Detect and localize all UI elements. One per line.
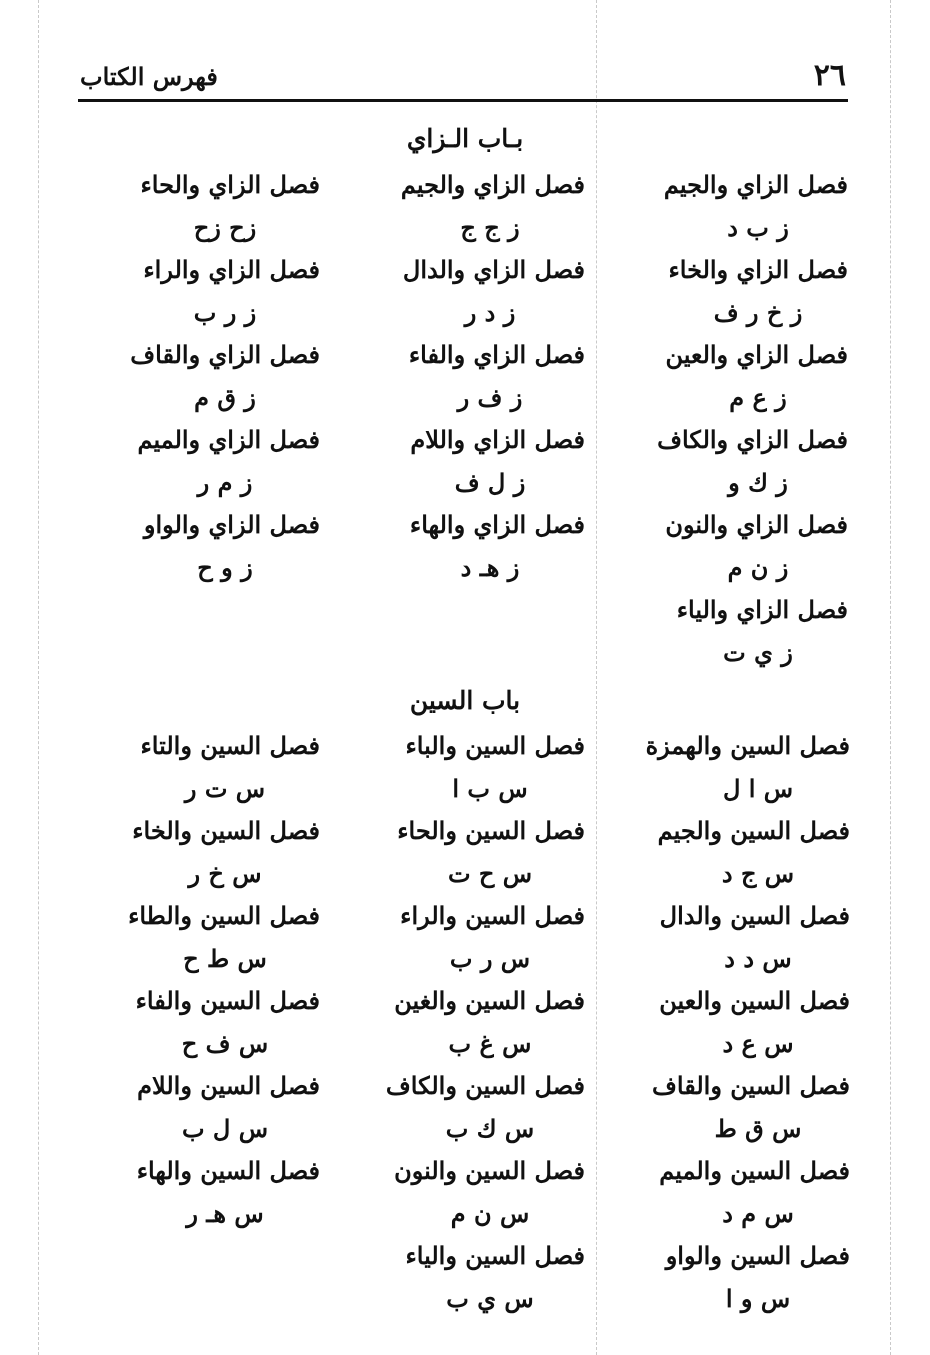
chapter-label: فصل الزاي والعين [665,340,848,369]
chapter-label: فصل السين والجيم [657,816,850,845]
chapter-label: فصل الزاي والهاء [409,510,585,539]
chapter-label: فصل الزاي والجيم [663,170,848,199]
root-letters: س د د [724,943,792,973]
chapter-label: فصل السين والغين [394,986,585,1015]
root-letters: س ا ل [722,773,794,803]
root-letters: ز ب د [727,212,789,242]
chapter-label: فصل الزاي واللام [410,425,585,454]
root-letters: س ق ط [714,1113,802,1143]
chapter-label: فصل السين والهاء [136,1156,320,1185]
chapter-label: فصل السين والفاء [135,986,320,1015]
chapter-label: فصل الزاي والراء [143,255,320,284]
chapter-label: فصل السين والياء [405,1241,585,1270]
guide-line [596,0,597,1355]
chapter-label: فصل السين والحاء [397,816,585,845]
root-letters: س ك ب [445,1113,535,1143]
root-letters: س ب ا [452,773,528,803]
root-letters: س ج د [721,858,795,888]
section-heading-zay: بـاب الـزاي [406,124,524,153]
index-column [610,725,850,1320]
root-letters: س م د [722,1198,794,1228]
root-letters: ز ق م [194,382,256,412]
chapter-label: فصل الزاي والميم [137,425,320,454]
index-column [60,164,320,589]
chapter-label: فصل السين والقاف [652,1071,850,1100]
chapter-label: فصل الزاي والخاء [668,255,848,284]
root-letters: ز و ح [197,552,253,582]
page-number: ٢٦ [813,58,846,93]
root-letters: س و ا [725,1283,791,1313]
root-letters: س خ ر [188,858,262,888]
index-column [335,725,585,1320]
root-letters: زح زح [193,212,257,242]
chapter-label: فصل الزاي والفاء [408,340,585,369]
chapter-label: فصل السين والميم [659,1156,850,1185]
root-letters: س غ ب [448,1028,532,1058]
root-letters: س ف ح [181,1028,269,1058]
root-letters: س هـ ر [186,1198,264,1228]
root-letters: ز ف ر [457,382,523,412]
chapter-label: فصل السين والدال [659,901,850,930]
root-letters: س ت ر [184,773,266,803]
page-title: فهرس الكتاب [80,62,218,91]
chapter-label: فصل السين والعين [659,986,850,1015]
index-column [335,164,585,589]
chapter-label: فصل الزاي والواو [143,510,320,539]
root-letters: ز ك و [728,467,788,497]
guide-line [890,0,891,1355]
root-letters: س ط ح [183,943,267,973]
chapter-label: فصل الزاي والجيم [400,170,585,199]
chapter-label: فصل السين والطاء [128,901,320,930]
chapter-label: فصل الزاي والقاف [130,340,320,369]
chapter-label: فصل السين والواو [665,1241,850,1270]
chapter-label: فصل السين والباء [405,731,585,760]
chapter-label: فصل السين واللام [137,1071,320,1100]
chapter-label: فصل السين والخاء [132,816,320,845]
chapter-label: فصل الزاي والدال [402,255,585,284]
root-letters: ز ن م [727,552,789,582]
root-letters: س ي ب [446,1283,534,1313]
chapter-label: فصل السين والراء [400,901,585,930]
root-letters: س ل ب [181,1113,269,1143]
root-letters: ز ع م [729,382,787,412]
section-heading-sin: باب السين [409,686,521,715]
chapter-label: فصل الزاي والحاء [140,170,320,199]
root-letters: س ن م [450,1198,530,1228]
index-column [60,725,320,1235]
chapter-label: فصل السين والهمزة [645,731,850,760]
guide-line [38,0,39,1355]
root-letters: ز ي ت [723,637,793,667]
root-letters: ز ل ف [454,467,526,497]
root-letters: س ر ب [449,943,531,973]
root-letters: س ع د [722,1028,794,1058]
root-letters: ز م ر [197,467,253,497]
page-header [80,58,846,98]
root-letters: ز ج ج [460,212,520,242]
chapter-label: فصل السين والنون [394,1156,585,1185]
root-letters: س ح ت [447,858,533,888]
root-letters: ز د ر [464,297,516,327]
root-letters: ز ر ب [193,297,257,327]
chapter-label: فصل الزاي والياء [676,595,848,624]
chapter-label: فصل الزاي والكاف [657,425,848,454]
index-column [608,164,848,674]
chapter-label: فصل السين والكاف [385,1071,585,1100]
root-letters: ز هـ د [460,552,520,582]
chapter-label: فصل السين والتاء [140,731,320,760]
header-rule [78,99,848,102]
root-letters: ز خ ر ف [713,297,803,327]
chapter-label: فصل الزاي والنون [665,510,848,539]
